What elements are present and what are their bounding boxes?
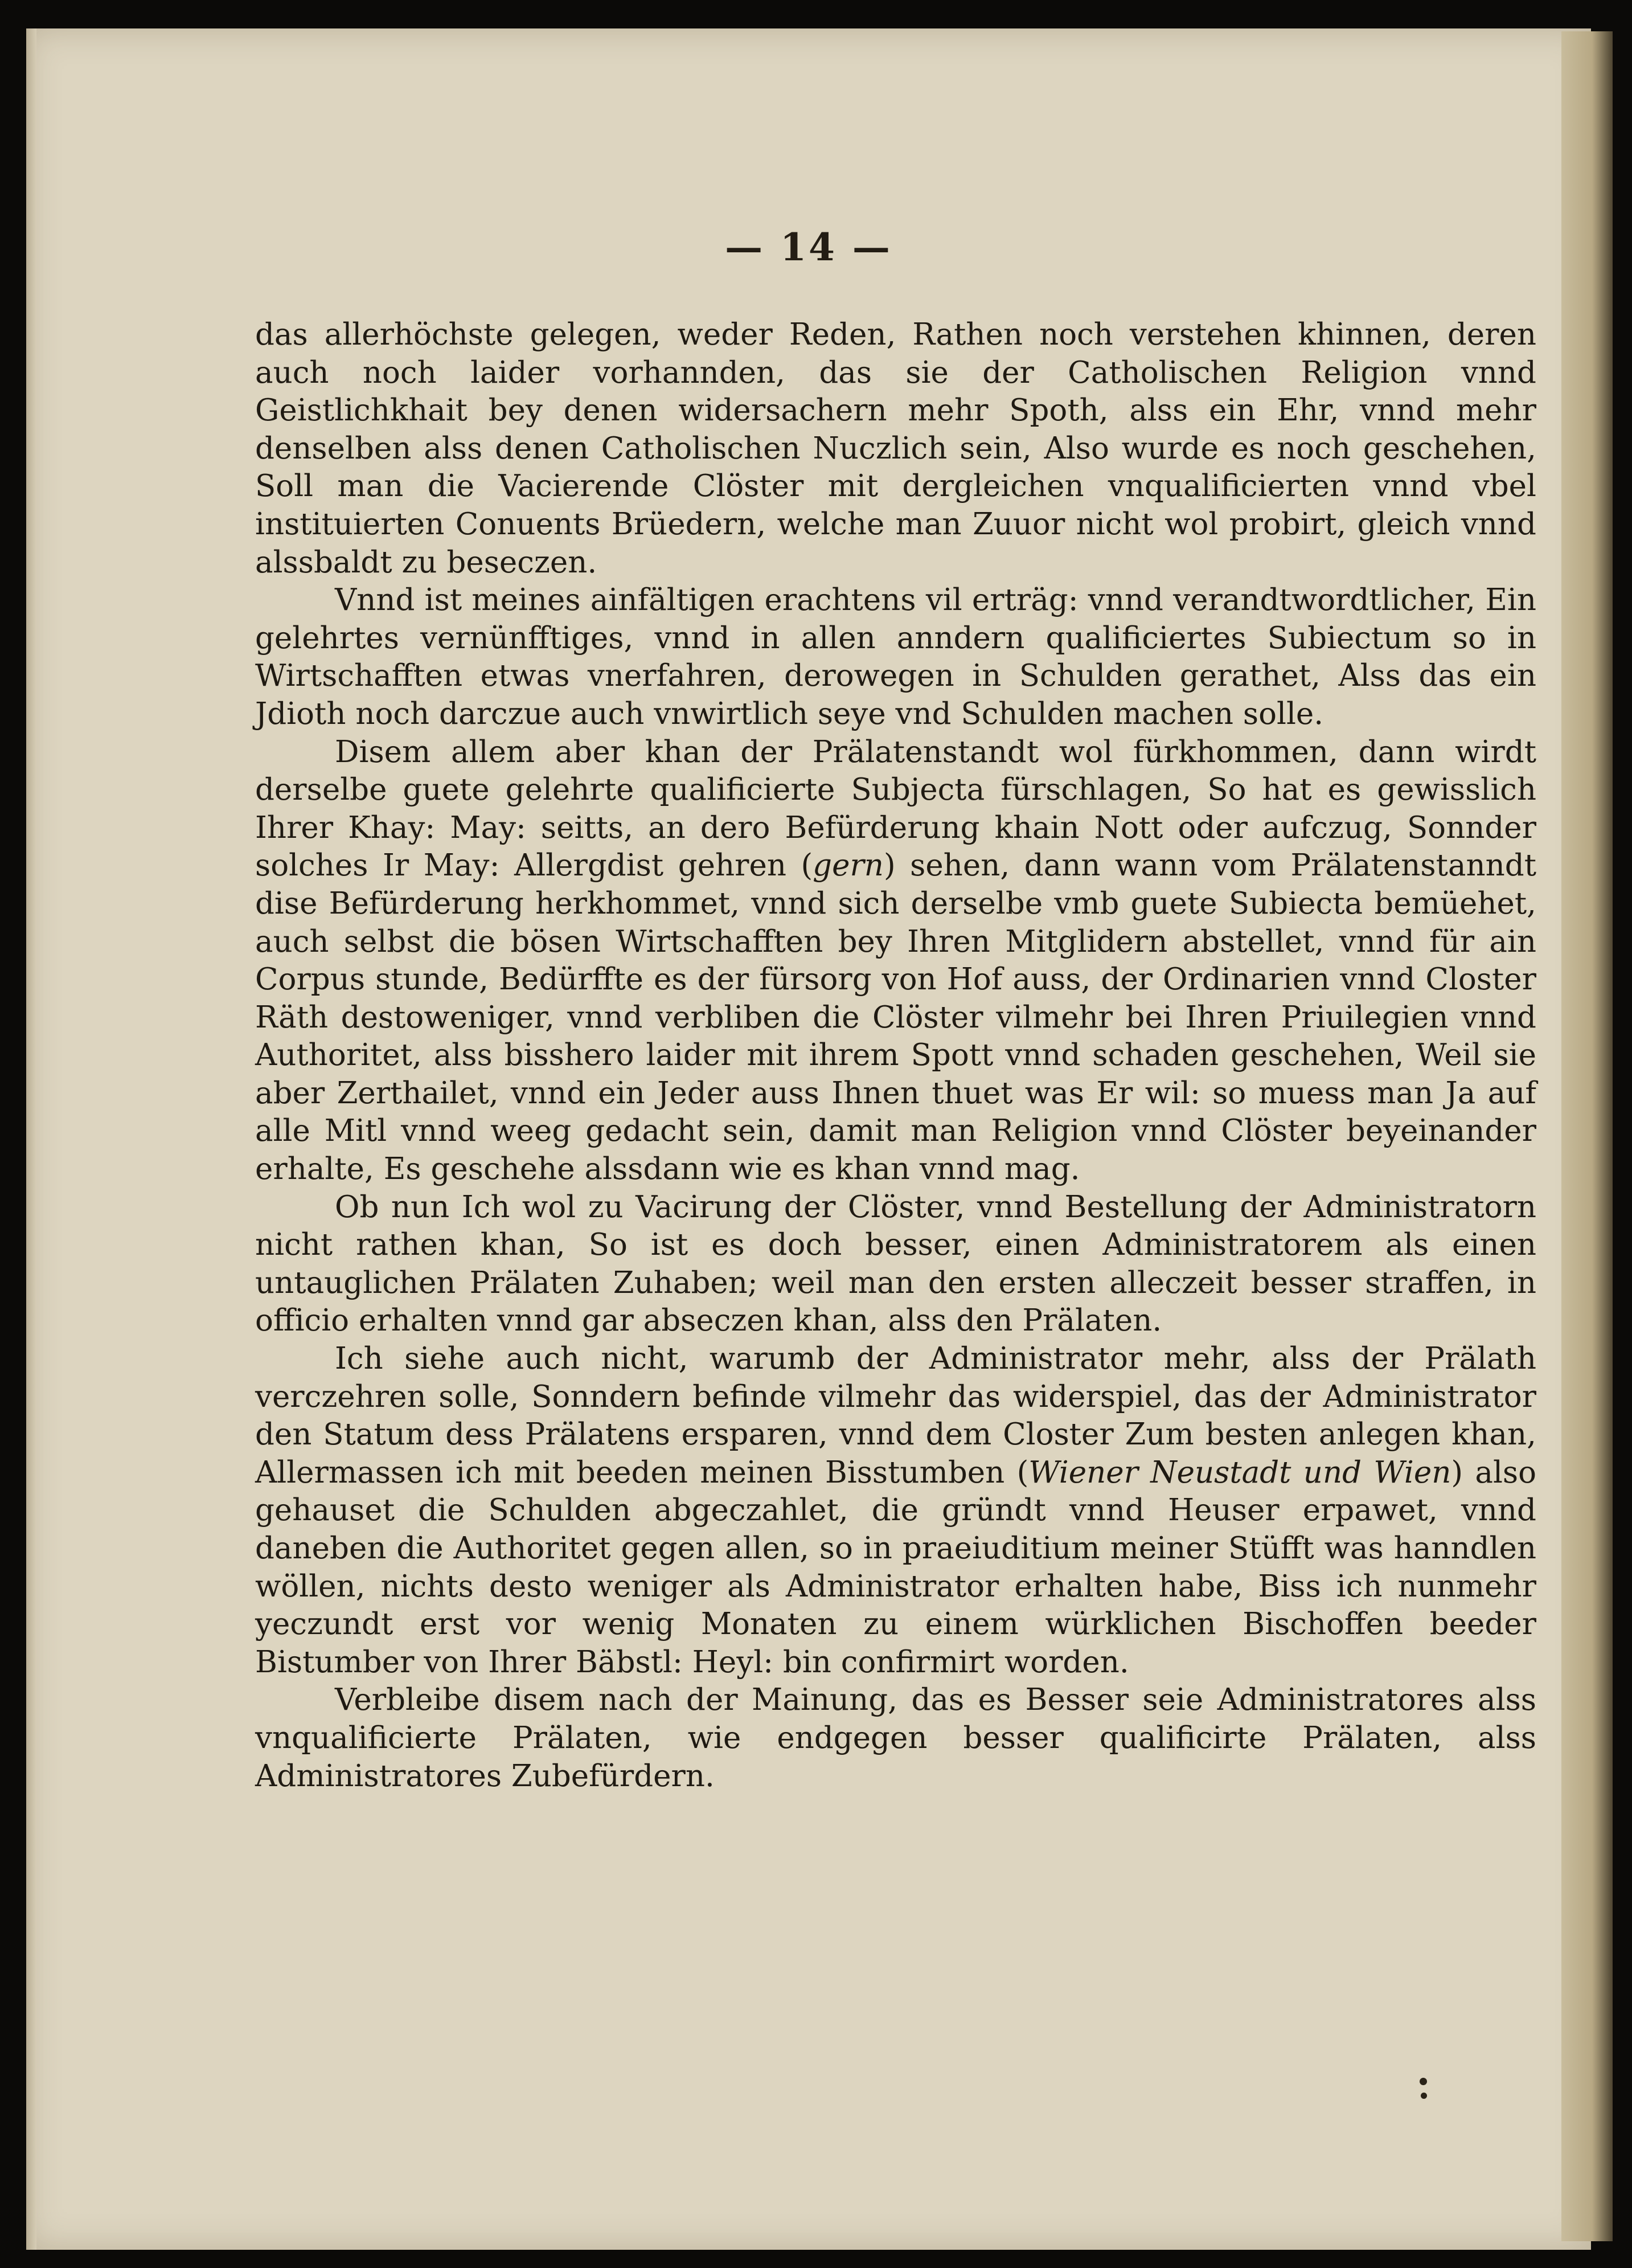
paragraph-p4 bbox=[255, 1189, 1536, 1340]
paragraph-text: Ob nun Ich wol zu Vacirung der Clöster, vnnd Bestellung der Administratorn nicht rathen khan, So ist es doch besser, einen Administratorem als einen untauglichen Prälaten Zuhaben; weil man den ersten alleczeit besser straffen, in officio erhalten vnnd gar abseczen khan, alss den Prälaten. bbox=[255, 1189, 1536, 1338]
paragraph-text: ) also gehauset die Schulden abgeczahlet, die gründt vnnd Heuser erpawet, vnnd daneben die Authoritet gegen allen, so in praeiuditium meiner Stüfft was hanndlen wöllen, nichts desto weniger als Administrator erhalten habe, Biss ich nunmehr yeczundt erst vor wenig Monaten zu einem würklichen Bischoffen beeder Bistumber von Ihrer Bäbstl: Heyl: bin confirmirt worden. bbox=[255, 1455, 1537, 1680]
paragraph-p2 bbox=[255, 582, 1536, 733]
page-number: — 14 — bbox=[725, 225, 892, 269]
paragraph-text: ) sehen, dann wann vom Prälatenstanndt dise Befürderung herkhommet, vnnd sich derselbe vmb guete Subiecta bemüehet, auch selbst die bösen Wirtschafften bey Ihren Mitglidern abstellet, vnnd für ain Corpus stunde, Bedürffte es der fürsorg von Hof auss, der Ordinarien vnnd Closter Räth destoweniger, vnnd verbliben die Clöster vilmehr bei Ihren Priuilegien vnnd Authoritet, alss bisshero laider mit ihrem Spott vnnd schaden geschehen, Weil sie aber Zerthailet, vnnd ein Jeder auss Ihnen thuet was Er wil: so muess man Ja auf alle Mitl vnnd weeg gedacht sein, damit man Religion vnnd Clöster beyeinander erhalte, Es geschehe alssdann wie es khan vnnd mag. bbox=[255, 848, 1536, 1187]
paragraph-p1 bbox=[255, 316, 1536, 582]
ink-speck bbox=[1420, 2078, 1427, 2085]
paragraph-text: Ich siehe auch nicht, warumb der Administrator mehr, alss der Prälath verczehren solle, Sonndern befinde vilmehr das widerspiel, das der Administrator den Statum dess Prälatens ersparen, vnnd dem Closter Zum besten anlegen khan, Allermassen ich mit beeden meinen Bisstumben ( bbox=[255, 1341, 1536, 1490]
paragraph-p5 bbox=[255, 1340, 1536, 1681]
paragraph-p3 bbox=[255, 734, 1536, 1189]
paragraph-text: Disem allem aber khan der Prälatenstandt wol fürkhommen, dann wirdt derselbe guete gelehrte qualificierte Subjecta fürschlagen, So hat es gewisslich Ihrer Khay: May: seitts, an dero Befürderung khain Nott oder aufczug, Sonnder solches Ir May: Allergdist gehren ( bbox=[255, 734, 1536, 883]
paragraph-text: Verbleibe disem nach der Mainung, das es Besser seie Administratores alss vnqualificierte Prälaten, wie endgegen besser qualificirte Prälaten, alss Administratores Zubefürdern. bbox=[255, 1682, 1536, 1794]
body-text bbox=[255, 316, 1536, 1795]
paragraph-text: Vnnd ist meines ainfältigen erachtens vil erträg: vnnd verandtwordtlicher, Ein gelehrtes vernünfftiges, vnnd in allen anndern qualificiertes Subiectum so in Wirtschafften etwas vnerfahren, derowegen in Schulden gerathet, Alss das ein Jdioth noch darczue auch vnwirtlich seye vnd Schulden machen solle. bbox=[255, 583, 1536, 731]
next-page-edge bbox=[1561, 31, 1613, 2241]
ink-speck bbox=[1421, 2093, 1427, 2099]
page-gutter-shadow bbox=[26, 28, 36, 2250]
italic-text: gern bbox=[813, 848, 884, 883]
italic-text: Wiener Neustadt und Wien bbox=[1028, 1455, 1451, 1490]
book-page bbox=[26, 28, 1591, 2250]
paragraph-text: das allerhöchste gelegen, weder Reden, Rathen noch verstehen khinnen, deren auch noch laider vorhannden, das sie der Catholischen Religion vnnd Geistlichkhait bey denen widersachern mehr Spoth, alss ein Ehr, vnnd mehr denselben alss denen Catholischen Nuczlich sein, Also wurde es noch geschehen, Soll man die Vacierende Clöster mit dergleichen vnqualificierten vnnd vbel instituierten Conuents Brüedern, welche man Zuuor nicht wol probirt, gleich vnnd alssbaldt zu beseczen. bbox=[255, 317, 1536, 580]
paragraph-p6 bbox=[255, 1681, 1536, 1795]
